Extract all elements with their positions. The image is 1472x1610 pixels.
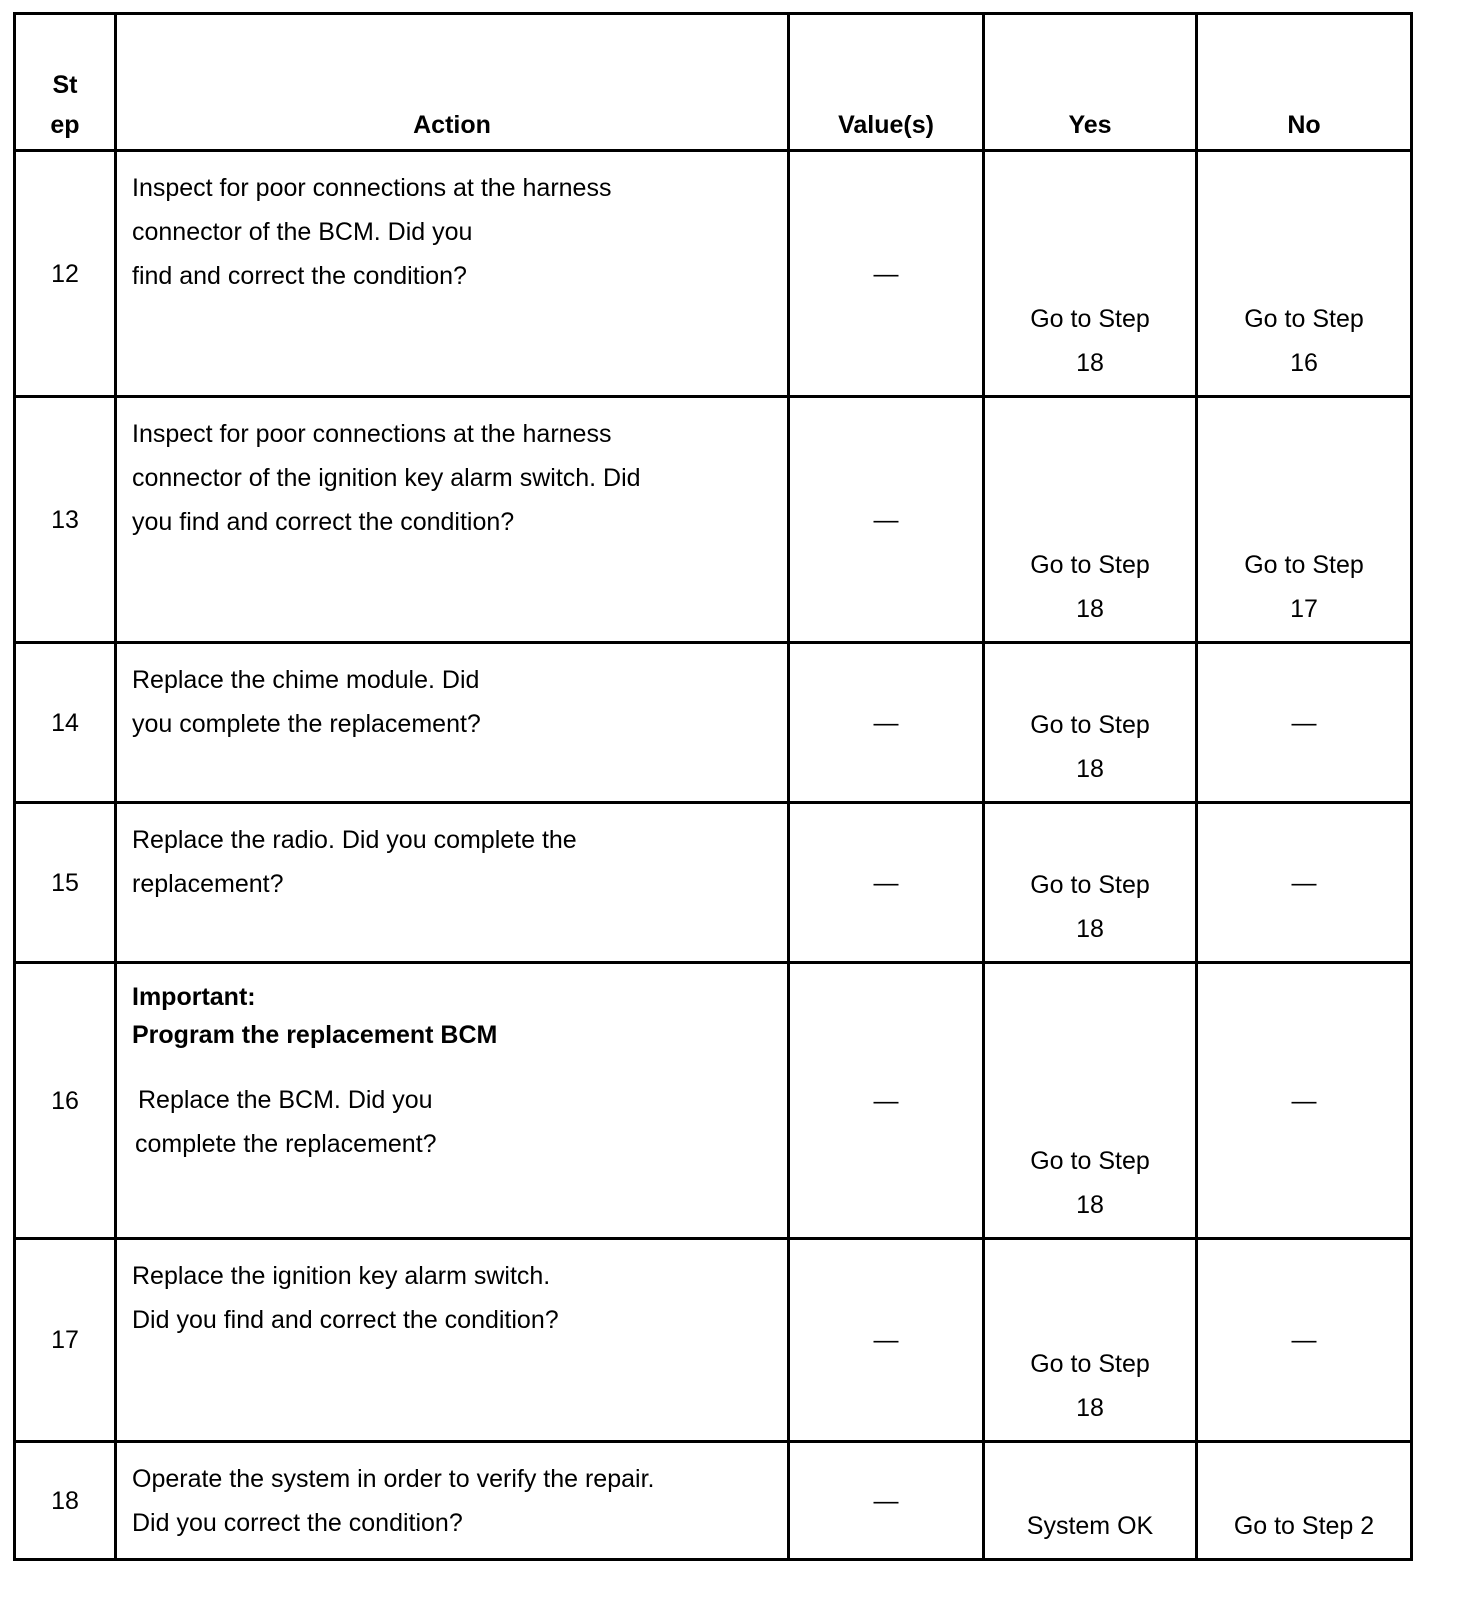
value-cell: —	[789, 643, 984, 803]
value-cell: —	[789, 1442, 984, 1560]
no-cell: —	[1197, 1239, 1412, 1442]
value-cell: —	[789, 1239, 984, 1442]
action-cell: Inspect for poor connections at the harness connector of the BCM. Did you find and correct the condition?	[116, 151, 789, 397]
value-cell: —	[789, 963, 984, 1239]
action-cell: Replace the ignition key alarm switch. Did you find and correct the condition?	[116, 1239, 789, 1442]
header-values: Value(s)	[789, 14, 984, 151]
important-label: Important:	[132, 983, 256, 1011]
action-cell: Operate the system in order to verify the repair. Did you correct the condition?	[116, 1442, 789, 1560]
table-row	[15, 1239, 1412, 1442]
no-cell: —	[1197, 803, 1412, 963]
table-row	[15, 643, 1412, 803]
important-note: Program the replacement BCM	[132, 1021, 498, 1049]
step-number: 14	[15, 643, 116, 803]
table-row	[15, 151, 1412, 397]
step-number: 13	[15, 397, 116, 643]
header-row	[15, 14, 1412, 151]
table-row	[15, 1442, 1412, 1560]
no-cell: Go to Step 17	[1197, 397, 1412, 643]
step-number: 12	[15, 151, 116, 397]
no-cell: Go to Step 16	[1197, 151, 1412, 397]
table-row	[15, 803, 1412, 963]
no-cell: —	[1197, 963, 1412, 1239]
action-cell: Replace the chime module. Did you complete the replacement?	[116, 643, 789, 803]
table-row	[15, 397, 1412, 643]
step-number: 17	[15, 1239, 116, 1442]
yes-cell: Go to Step 18	[984, 963, 1197, 1239]
header-step: St ep	[15, 14, 116, 151]
yes-cell: Go to Step 18	[984, 1239, 1197, 1442]
header-yes: Yes	[984, 14, 1197, 151]
value-cell: —	[789, 151, 984, 397]
yes-cell: Go to Step 18	[984, 643, 1197, 803]
step-number: 15	[15, 803, 116, 963]
yes-cell: Go to Step 18	[984, 803, 1197, 963]
action-cell: Important: Program the replacement BCM Replace the BCM. Did you complete the replacement?	[116, 963, 789, 1239]
yes-cell: Go to Step 18	[984, 397, 1197, 643]
step-number: 16	[15, 963, 116, 1239]
value-cell: —	[789, 397, 984, 643]
step-number: 18	[15, 1442, 116, 1560]
action-cell: Replace the radio. Did you complete the replacement?	[116, 803, 789, 963]
header-action: Action	[116, 14, 789, 151]
action-cell: Inspect for poor connections at the harness connector of the ignition key alarm switch. Did you find and correct the condition?	[116, 397, 789, 643]
yes-cell: System OK	[984, 1442, 1197, 1560]
diagnostic-table	[13, 12, 1413, 1561]
header-no: No	[1197, 14, 1412, 151]
yes-cell: Go to Step 18	[984, 151, 1197, 397]
table-row	[15, 963, 1412, 1239]
no-cell: —	[1197, 643, 1412, 803]
no-cell: Go to Step 2	[1197, 1442, 1412, 1560]
value-cell: —	[789, 803, 984, 963]
